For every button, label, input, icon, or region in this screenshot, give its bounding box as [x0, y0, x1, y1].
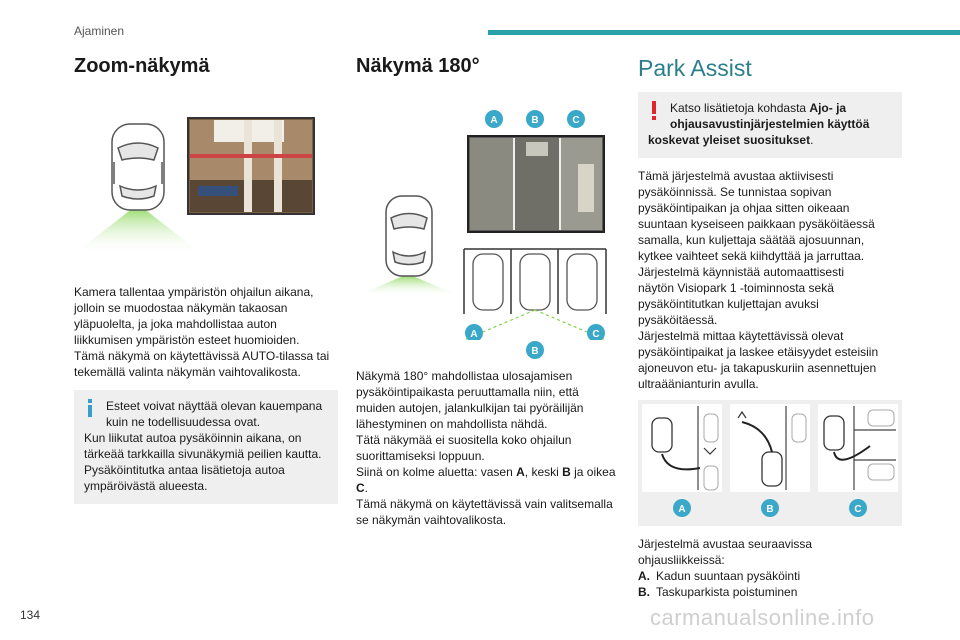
- zoom-view-section: [74, 55, 338, 504]
- watermark: carmanualsonline.info: [650, 605, 875, 630]
- text-line: pysäköinnissä. Se tunnistaa sopivan: [638, 185, 832, 199]
- badge-b-park: [761, 499, 779, 517]
- manoeuvre-list: [638, 568, 902, 600]
- zones-line: Siinä on kolme aluetta: vasen A, keski B ja oikea: [356, 465, 616, 479]
- svg-text:B: B: [531, 346, 539, 357]
- text-line: pysäköintitutkan kuljettajan avuksi: [638, 297, 819, 311]
- text-line: jolloin se muodostaa näkymän takaosan: [74, 301, 288, 315]
- view-180-description: [356, 368, 620, 528]
- badge-b-top: [526, 110, 544, 128]
- zoom-view-illustration: [74, 94, 338, 254]
- parked-car-icon: [473, 254, 597, 310]
- text-line: Tämä järjestelmä avustaa aktiivisesti: [638, 169, 834, 183]
- zoom-camera-screen: [188, 118, 314, 214]
- park-assist-illustration: [638, 400, 902, 526]
- view-180-illustration: [356, 84, 620, 340]
- manoeuvre-panel-c: [818, 404, 898, 492]
- text-line: pysäköintipaikan ja ohjaa sitten oikeaan: [638, 201, 850, 215]
- text-line: Esteet voivat näyttää olevan kauempana: [106, 399, 323, 413]
- text-line: kuin ne todellisuudessa ovat.: [106, 415, 261, 429]
- text-line: lähestyminen on mahdollista nähdä.: [356, 417, 548, 431]
- badge-a-park: [673, 499, 691, 517]
- view-zone-lines: [464, 310, 606, 340]
- text-line: Järjestelmä avustaa seuraavissa: [638, 537, 813, 551]
- text-line: muiden autojen, jalankulkijan tai pyöräilijän: [356, 401, 584, 415]
- svg-text:C: C: [592, 329, 600, 340]
- zoom-view-figure: [74, 94, 338, 254]
- view-180-section: [356, 55, 620, 528]
- svg-text:C: C: [572, 115, 580, 126]
- text-line: yläpuolelta, ja joka mahdollistaa auton: [74, 317, 277, 331]
- car-top-icon: [386, 196, 432, 276]
- info-icon: [85, 399, 95, 421]
- camera-field-cone: [356, 274, 460, 296]
- badge-b-bottom: [526, 341, 544, 359]
- warning-line-2: ohjausavustinjärjestelmien käyttöä: [670, 117, 870, 131]
- svg-text:C: C: [854, 504, 862, 515]
- text-line: Tämä näkymä on käytettävissä AUTO-tilassa tai: [74, 349, 330, 363]
- svg-text:B: B: [531, 115, 539, 126]
- park-assist-section: [638, 55, 902, 600]
- warning-icon: [649, 101, 659, 125]
- text-line: suorittamiseksi loppuun.: [356, 449, 485, 463]
- section-header: Ajaminen: [74, 24, 125, 38]
- view-180-figure: [356, 84, 620, 360]
- text-line: Kun liikutat autoa pysäköinnin aikana, on: [84, 431, 302, 445]
- svg-text:B: B: [766, 504, 774, 515]
- badge-a-bottom: [465, 324, 483, 340]
- text-line: Näkymä 180° mahdollistaa ulosajamisen: [356, 369, 573, 383]
- view-180-title: Näkymä 180°: [356, 55, 480, 77]
- text-line: Järjestelmä mittaa käytettävissä olevat: [638, 329, 844, 343]
- text-line: ympäröivästä alueesta.: [84, 479, 208, 493]
- park-assist-title: Park Assist: [638, 55, 752, 81]
- list-item: A. Kadun suuntaan pysäköinti: [638, 569, 801, 583]
- badge-c-park: [849, 499, 867, 517]
- manoeuvre-panel-a: [642, 404, 722, 492]
- manoeuvre-panel-b: [730, 404, 810, 492]
- text-line: Tämä näkymä on käytettävissä vain valitsemalla: [356, 497, 613, 511]
- header-accent-bar: [488, 30, 960, 35]
- park-assist-list-intro: [638, 536, 902, 568]
- park-assist-description: [638, 168, 902, 392]
- badge-c-top: [567, 110, 585, 128]
- park-assist-figure: [638, 400, 902, 526]
- text-line: samalla, kun kuljettaja säätää ajosuunnan,: [638, 233, 865, 247]
- text-line: ajoneuvon etu- ja takapuskuriin asennettujen: [638, 361, 877, 375]
- text-line: näytön Visiopark 1 -toiminnosta sekä: [638, 281, 834, 295]
- text-line: Järjestelmä käynnistää automaattisesti: [638, 265, 845, 279]
- camera-field-cone: [74, 204, 202, 254]
- page-number: 134: [20, 608, 41, 622]
- car-top-icon: [112, 124, 164, 210]
- text-line: kytkee vaihteet sekä kiihdyttää ja jarruttaa.: [638, 249, 865, 263]
- text-line: pysäköitäessä.: [638, 313, 718, 327]
- text-line: tekemällä valinta näkymän vaihtovalikosta.: [74, 365, 301, 379]
- warning-line-1: Katso lisätietoja kohdasta Ajo- ja: [670, 101, 847, 115]
- info-note: [74, 390, 338, 504]
- badge-a-top: [485, 110, 503, 128]
- text-line: Pysäköintitutka antaa lisätietoja autoa: [84, 463, 285, 477]
- camera-180-screen: [468, 136, 604, 232]
- svg-text:A: A: [678, 504, 686, 515]
- text-line: pysäköintipaikasta peruuttamalla niin, että: [356, 385, 579, 399]
- text-line: se näkymän vaihtovalikosta.: [356, 513, 507, 527]
- text-line: ohjausliikkeissä:: [638, 553, 725, 567]
- svg-text:A: A: [470, 329, 478, 340]
- badge-b-bottom-row: [356, 340, 620, 360]
- text-line: ultraäänianturin avulla.: [638, 377, 759, 391]
- warning-note: [638, 92, 902, 158]
- text-line: suuntaan kyseiseen paikkaan pysäköitäessä: [638, 217, 875, 231]
- text-line: pysäköintipaikat ja laskee etäisyydet esteisiin: [638, 345, 879, 359]
- text-line: tärkeää tarkkailla sivunäkymiä peilien kautta.: [84, 447, 322, 461]
- badge-c-bottom: [587, 324, 605, 340]
- text-line: Tätä näkymää ei suositella koko ohjailun: [356, 433, 572, 447]
- warning-line-3: koskevat yleiset suositukset.: [648, 133, 814, 147]
- zones-line-end: C.: [356, 481, 369, 495]
- text-line: Kamera tallentaa ympäristön ohjailun aikana,: [74, 285, 314, 299]
- zoom-view-description: [74, 284, 338, 380]
- zoom-view-title: Zoom-näkymä: [74, 55, 210, 77]
- svg-text:A: A: [490, 115, 498, 126]
- list-item: B. Taskuparkista poistuminen: [638, 585, 798, 599]
- text-line: liikkumisen ympäristön esteet huomioiden.: [74, 333, 300, 347]
